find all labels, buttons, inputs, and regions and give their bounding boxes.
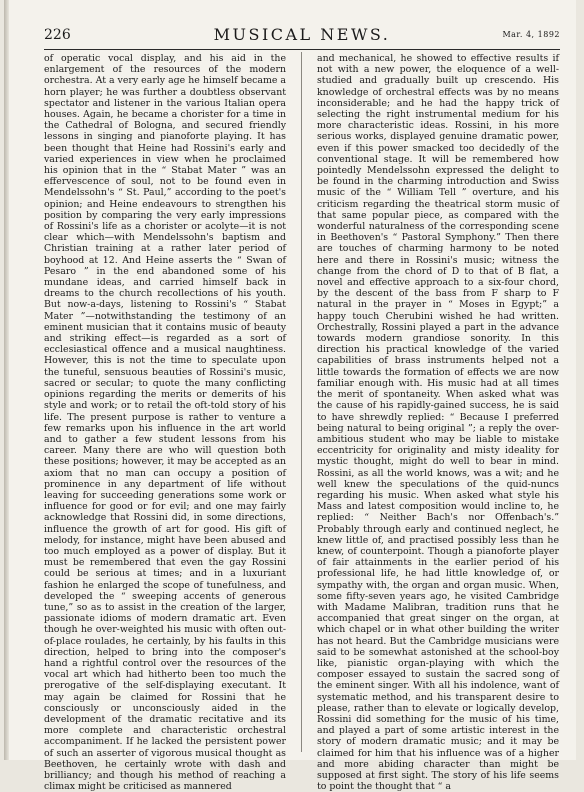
running-header xyxy=(44,27,560,47)
issue-date: Mar. 4, 1892 xyxy=(502,30,560,39)
page-number: 226 xyxy=(44,27,71,43)
right-column xyxy=(317,53,559,792)
page xyxy=(4,0,576,792)
left-column xyxy=(44,53,286,792)
header-rule xyxy=(44,49,560,50)
publication-title: MUSICAL NEWS. xyxy=(213,25,391,44)
column-divider xyxy=(301,52,302,752)
right-column-text: and mechanical, he showed to effective results if not with a new power, the eloquence of a well-studied and gradually built up crescendo. His knowledge of orchestral effects was by no means inconsiderable; and he had the happy trick of selecting the right instrumental medium for his more characteristic ideas. Rossini, in his more serious works, displayed genuine dramatic power, even if this power smacked too decidedly of the conventional stage. It will be remembered how pointedly Mendelssohn expressed the delight to be found in the charming introduction and Swiss music of the “ William Tell ” overture, and his criticism regarding the theatrical storm music of that same popular piece, as compared with the wonderful naturalness of the corresponding scene in Beethoven's “ Pastoral Symphony.” Then there are touches of charming harmony to be noted here and there in Rossini's music; witness the change from the chord of D to that of B flat, a novel and effective approach to a six-four chord, by the descent of the bass from F sharp to F natural in the prayer in “ Moses in Egypt;” a happy touch Cherubini wished he had written. Orchestrally, Rossini played a part in the advance towards modern grandiose sonority. In this direction his practical knowledge of the varied capabilities of brass instruments helped not a little towards the formation of effects we are now familiar enough with. His music had at all times the merit of spontaneity. When asked what was the cause of his rapidly-gained success, he is said to have shrewdly replied: “ Because I preferred being natural to being original ”; a reply the over-ambitious student who may be liable to mistake eccentricity for originality and misty ideality for mystic thought, might do well to bear in mind. Rossini, as all the world knows, was a wit; and he well knew the speculations of the quid-nuncs regarding his music. When asked what style his Mass and latest composition would incline to, he replied: “ Neither Bach's nor Offenbach's.” Probably through early and continued neglect, he knew little of, and practised possibly less than he knew, of counterpoint. Though a pianoforte player of fair attainments in the earlier period of his professional life, he had little knowledge of, or sympathy with, the organ and organ music. When, some fifty-seven years ago, he visited Cambridge with Madame Malibran, tradition runs that he accompanied that great singer on the organ, at which chapel or in what other building the writer has not heard. But the Cambridge musicians were said to be somewhat astonished at the school-boy like, pianistic organ-playing with which the composer essayed to sustain the sacred song of the eminent singer. With all his indolence, want of systematic method, and his transparent desire to please, rather than to elevate or logically develop, Rossini did something for the music of his time, and played a part of some artistic interest in the story of modern dramatic music; and it may be claimed for him that his influence was of a higher and more abiding character than might be supposed at first sight. The story of his life seems to point the thought that “ a xyxy=(317,53,559,792)
left-column-text: of operatic vocal display, and his aid in the enlargement of the resources of the modern orchestra. At a very early age he himself became a horn player; he was further a doubtless observant spectator and listener in the various Italian opera houses. Again, he became a chorister for a time in the Cathedral of Bologna, and secured friendly lessons in singing and pianoforte playing. It has been thought that Heine had Rossini's early and varied experiences in view when he proclaimed his opinion that in the “ Stabat Mater ” was an effervescence of soul, not to be found even in Mendelssohn's “ St. Paul,” according to the poet's opinion; and Heine endeavours to strengthen his position by comparing the very early impressions of Rossini's life as a chorister or acolyte—it is not clear which—with Mendelssohn's baptism and Christian training at a rather later period of boyhood at 12. And Heine asserts the “ Swan of Pesaro ” in the end abandoned some of his mundane ideas, and carried himself back in dreams to the church recollections of his youth. But now-a-days, listening to Rossini's “ Stabat Mater ”—notwithstanding the testimony of an eminent musician that it contains music of beauty and striking effect—is regarded as a sort of ecclesiastical offence and a musical naughtiness. However, this is not the time to speculate upon the tuneful, sensuous beauties of Rossini's music, sacred or secular; to quote the many conflicting opinions regarding the merits or demerits of his style and work; or to retail the oft-told story of his life. The present purpose is rather to venture a few remarks upon his influence in the art world and to gather a few student lessons from his career. Many there are who will question both these positions; however, it may be accepted as an axiom that no man can occupy a position of prominence in any department of life without leaving for succeeding generations some work or influence for good or for evil; and one may fairly acknowledge that Rossini did, in some directions, influence the growth of art for good. His gift of melody, for instance, might have been abused and too much employed as a power of display. But it must be remembered that even the gay Rossini could be serious at times; and in a luxuriant fashion he enlarged the scope of tunefulness, and developed the “ sweeping accents of generous tune,” so as to assist in the creation of the larger, passionate idioms of modern dramatic art. Even though he over-weighted his music with often out-of-place roulades, he certainly, by his faults in this direction, helped to bring into the composer's hand a rightful control over the resources of the vocal art which had hitherto been too much the prerogative of the self-displaying executant. It may again be claimed for Rossini that he consciously or unconsciously aided in the development of the dramatic recitative and its more complete and characteristic orchestral accompaniment. If he lacked the persistent power of such an asserter of vigorous musical thought as Beethoven, he certainly wrote with dash and brilliancy; and though his method of reaching a climax might be criticised as mannered xyxy=(44,53,286,792)
binding-shadow xyxy=(4,0,9,760)
